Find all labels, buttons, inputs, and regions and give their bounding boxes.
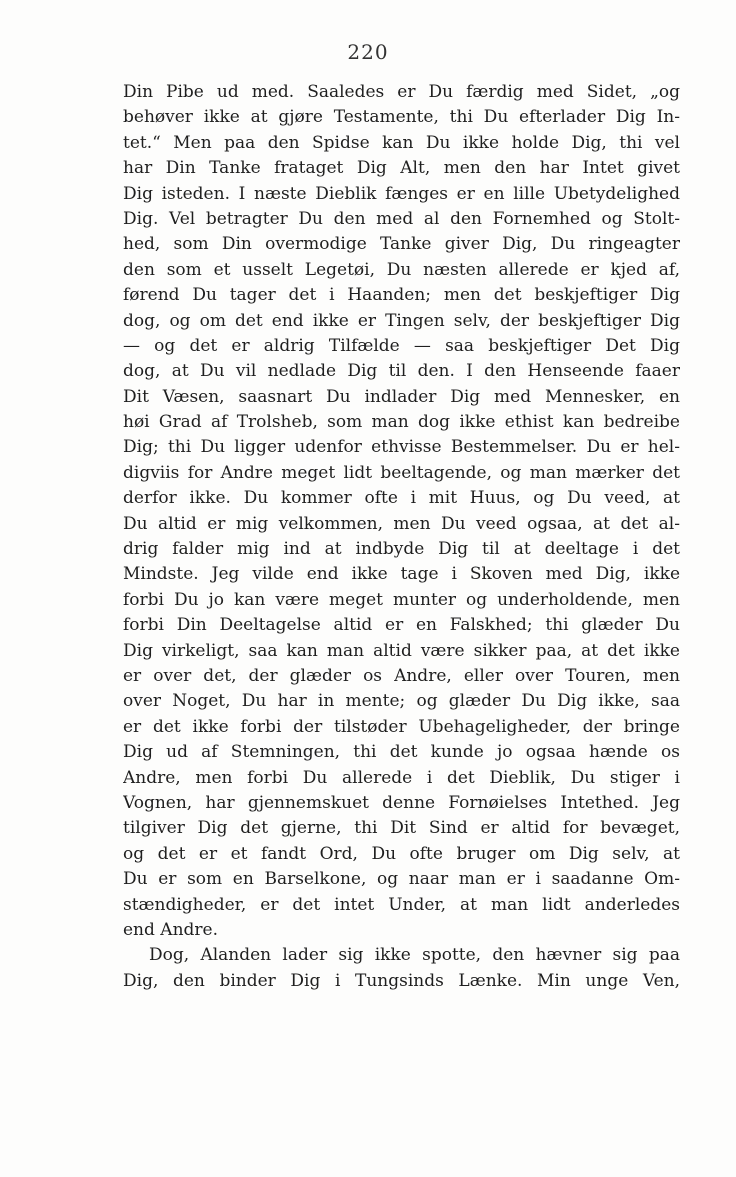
text-line: forbi Din Deeltagelse altid er en Falskhed; thi glæder Du bbox=[123, 615, 680, 636]
page-number: 220 bbox=[347, 40, 389, 64]
text-line: stændigheder, er det intet Under, at man lidt anderledes bbox=[123, 894, 680, 915]
text-line: Dog, Alanden lader sig ikke spotte, den hævner sig paa bbox=[149, 945, 680, 966]
text-line: Dig isteden. I næste Dieblik fænges er en lille Ubetydelighed bbox=[123, 183, 680, 204]
text-line: Mindste. Jeg vilde end ikke tage i Skoven med Dig, ikke bbox=[123, 564, 680, 585]
text-line: end Andre. bbox=[123, 919, 218, 940]
text-line: dog, og om det end ikke er Tingen selv, der beskjeftiger Dig bbox=[123, 310, 680, 331]
text-line: over Noget, Du har in mente; og glæder Du Dig ikke, saa bbox=[123, 691, 680, 712]
text-line: tilgiver Dig det gjerne, thi Dit Sind er altid for bevæget, bbox=[123, 818, 680, 839]
text-line: digviis for Andre meget lidt beeltagende, og man mærker det bbox=[123, 462, 680, 483]
text-line: Din Pibe ud med. Saaledes er Du færdig med Sidet, „og bbox=[123, 82, 680, 102]
text-line: Dig virkeligt, saa kan man altid være sikker paa, at det ikke bbox=[123, 640, 680, 661]
text-line: drig falder mig ind at indbyde Dig til at deeltage i det bbox=[123, 539, 680, 560]
text-line: tet.“ Men paa den Spidse kan Du ikke holde Dig, thi vel bbox=[123, 132, 680, 153]
text-line: forbi Du jo kan være meget munter og underholdende, men bbox=[123, 589, 680, 610]
text-line: har Din Tanke frataget Dig Alt, men den har Intet givet bbox=[123, 158, 680, 179]
text-line: er over det, der glæder os Andre, eller over Touren, men bbox=[123, 665, 680, 686]
text-line: Du er som en Barselkone, og naar man er i saadanne Om- bbox=[123, 869, 680, 890]
text-line: derfor ikke. Du kommer ofte i mit Huus, og Du veed, at bbox=[123, 488, 680, 509]
text-line: er det ikke forbi der tilstøder Ubehageligheder, der bringe bbox=[123, 716, 680, 737]
text-line: dog, at Du vil nedlade Dig til den. I den Henseende faaer bbox=[123, 361, 680, 382]
text-line: førend Du tager det i Haanden; men det beskjeftiger Dig bbox=[123, 285, 680, 306]
text-line: Dig, den binder Dig i Tungsinds Lænke. Min unge Ven, bbox=[123, 970, 680, 991]
text-line: hed, som Din overmodige Tanke giver Dig, Du ringeagter bbox=[123, 234, 680, 255]
text-line: Du altid er mig velkommen, men Du veed ogsaa, at det al- bbox=[123, 513, 680, 534]
text-line: Vognen, har gjennemskuet denne Fornøielses Intethed. Jeg bbox=[123, 792, 680, 813]
text-line: Dig ud af Stemningen, thi det kunde jo ogsaa hænde os bbox=[123, 742, 680, 763]
text-line: — og det er aldrig Tilfælde — saa beskjeftiger Det Dig bbox=[123, 335, 680, 356]
text-line: Andre, men forbi Du allerede i det Dieblik, Du stiger i bbox=[123, 767, 680, 788]
text-line: høi Grad af Trolsheb, som man dog ikke ethist kan bedreibe bbox=[123, 412, 680, 433]
text-line: behøver ikke at gjøre Testamente, thi Du efterlader Dig In- bbox=[123, 107, 680, 128]
text-line: og det er et fandt Ord, Du ofte bruger om Dig selv, at bbox=[123, 843, 680, 864]
text-line: Dit Væsen, saasnart Du indlader Dig med Mennesker, en bbox=[123, 386, 680, 407]
text-line: Dig. Vel betragter Du den med al den Fornemhed og Stolt- bbox=[123, 208, 680, 229]
text-line: Dig; thi Du ligger udenfor ethvisse Bestemmelser. Du er hel- bbox=[123, 437, 680, 458]
body-text bbox=[123, 80, 680, 994]
text-line: den som et usselt Legetøi, Du næsten allerede er kjed af, bbox=[123, 259, 680, 280]
